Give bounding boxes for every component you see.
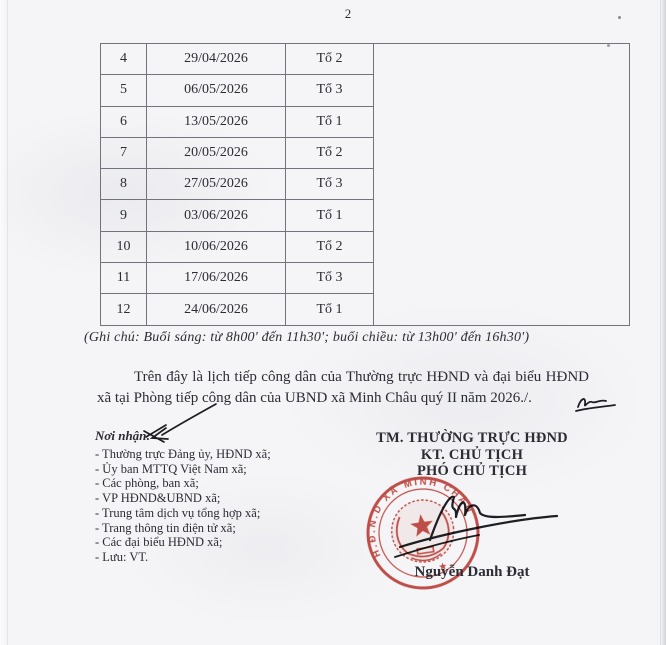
cell-no: 7 xyxy=(101,137,147,168)
scan-hairline-left xyxy=(7,0,8,645)
recipient-item: - Các phòng, ban xã; xyxy=(95,476,199,491)
cell-no: 6 xyxy=(101,106,147,137)
recipient-item: - VP HĐND&UBND xã; xyxy=(95,491,221,506)
cell-group: Tổ 3 xyxy=(286,169,374,200)
recipient-item: - Thường trực Đảng ủy, HĐND xã; xyxy=(95,447,271,461)
table-row xyxy=(101,44,630,75)
recipient-item: - Ủy ban MTTQ Việt Nam xã; xyxy=(95,461,247,476)
cell-no: 5 xyxy=(101,75,147,106)
cell-group: Tổ 2 xyxy=(286,44,374,75)
cell-date: 17/06/2026 xyxy=(147,263,286,294)
cell-group: Tổ 1 xyxy=(286,294,374,325)
signer-name: Nguyễn Danh Đạt xyxy=(414,564,530,580)
page-number: 2 xyxy=(344,6,352,21)
signature-title-line: KT. CHỦ TỊCH xyxy=(420,446,524,463)
closing-paragraph: Trên đây là lịch tiếp công dân của Thường trực HĐND và đại biểu HĐND xã tại Phòng tiếp công dân của UBND xã Minh Châu quý II năm 2026./. xyxy=(97,369,589,407)
schedule-note: (Ghi chú: Buổi sáng: từ 8h00' đến 11h30'; buổi chiều: từ 13h00' đến 16h30') xyxy=(84,330,530,345)
cell-group: Tổ 2 xyxy=(286,231,374,262)
cell-group: Tổ 1 xyxy=(286,106,374,137)
cell-group: Tổ 3 xyxy=(286,75,374,106)
handwritten-initials xyxy=(572,392,622,416)
cell-date: 29/04/2026 xyxy=(147,44,286,75)
recipient-item: - Trung tâm dịch vụ tổng hợp xã; xyxy=(95,505,261,520)
scan-edge-left xyxy=(0,0,7,645)
scan-hairline-right xyxy=(660,0,661,645)
cell-date: 13/05/2026 xyxy=(147,106,286,137)
cell-group: Tổ 2 xyxy=(286,137,374,168)
cell-group: Tổ 3 xyxy=(286,263,374,294)
recipients-list xyxy=(95,447,345,565)
cell-date: 06/05/2026 xyxy=(147,75,286,106)
cell-no: 12 xyxy=(101,294,147,325)
recipient-item: - Lưu: VT. xyxy=(95,549,149,564)
schedule-table xyxy=(100,43,630,326)
scan-edge-right xyxy=(661,0,666,645)
signature-stroke xyxy=(385,485,570,565)
cell-no: 8 xyxy=(101,169,147,200)
recipient-item: - Các đại biểu HĐND xã; xyxy=(95,535,223,550)
cell-date: 10/06/2026 xyxy=(147,231,286,262)
cell-group: Tổ 1 xyxy=(286,200,374,231)
recipients-block xyxy=(95,428,345,565)
cell-no: 4 xyxy=(101,44,147,75)
cell-date: 03/06/2026 xyxy=(147,200,286,231)
cell-date: 27/05/2026 xyxy=(147,169,286,200)
recipients-heading: Nơi nhận: xyxy=(95,428,151,443)
cell-no: 9 xyxy=(101,200,147,231)
cell-date: 20/05/2026 xyxy=(147,137,286,168)
schedule-table-body xyxy=(101,44,630,326)
empty-column-cell xyxy=(374,44,630,326)
stamp-arc-text: H.Đ.N.D XÃ MINH CHÂU xyxy=(366,476,476,559)
signature-title-line: TM. THƯỜNG TRỰC HĐND xyxy=(376,430,568,446)
cell-no: 11 xyxy=(101,263,147,294)
cell-date: 24/06/2026 xyxy=(147,294,286,325)
recipient-item: - Trang thông tin điện tử xã; xyxy=(95,520,236,535)
signature-title-line: PHÓ CHỦ TỊCH xyxy=(416,463,528,479)
cell-no: 10 xyxy=(101,231,147,262)
